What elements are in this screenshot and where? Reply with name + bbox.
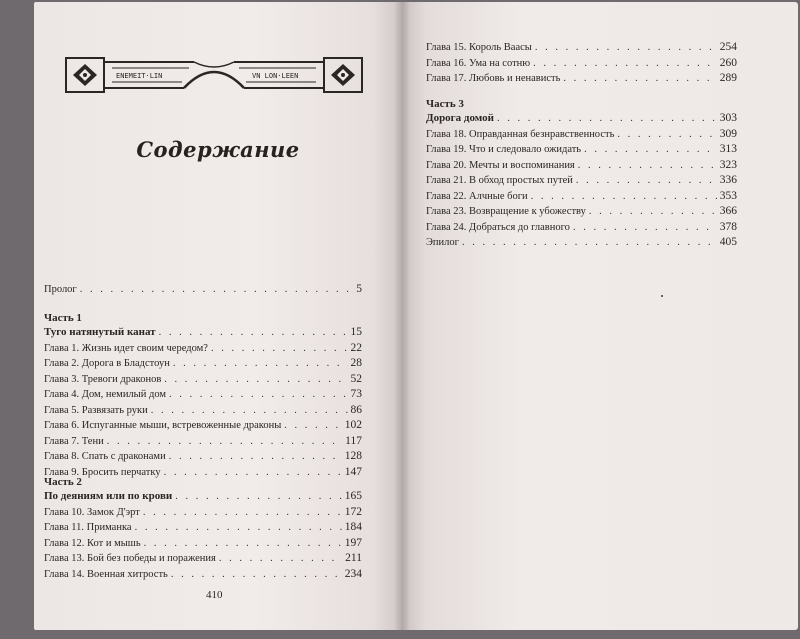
toc-row-chapter[interactable]: Глава 19. Что и следовало ожидать . . . 313 — [426, 142, 737, 158]
toc-row-chapter[interactable]: Глава 22. Алчные боги . . . 353 — [426, 189, 737, 205]
left-toc-part1 — [44, 311, 362, 480]
toc-row-chapter[interactable]: Глава 7. Тени . . . 117 — [44, 434, 362, 450]
toc-row-chapter[interactable]: Глава 2. Дорога в Бладстоун . . . 28 — [44, 356, 362, 372]
toc-row-chapter[interactable]: Глава 15. Король Ваасы . . . 254 — [426, 40, 737, 56]
toc-row-chapter[interactable]: Глава 20. Мечты и воспоминания . . . 323 — [426, 158, 737, 174]
paper-speck — [661, 295, 663, 297]
book-gutter — [394, 2, 410, 630]
toc-row-chapter[interactable]: Глава 1. Жизнь идет своим чередом? . . . 22 — [44, 341, 362, 357]
part-3-label: Часть 3 — [426, 98, 464, 110]
toc-row-chapter[interactable]: Глава 6. Испуганные мыши, встревоженные драконы . . . 102 — [44, 418, 362, 434]
toc-row-prologue[interactable]: Пролог . . . 5 — [44, 282, 362, 298]
toc-row-chapter[interactable]: Глава 17. Любовь и ненависть . . . 289 — [426, 71, 737, 87]
toc-row-chapter[interactable]: Глава 16. Ума на сотню . . . 260 — [426, 56, 737, 72]
toc-row-chapter[interactable]: Глава 14. Военная хитрость . . . 234 — [44, 567, 362, 583]
toc-row-chapter[interactable]: Глава 9. Бросить перчатку . . . 147 — [44, 465, 362, 481]
toc-row-chapter[interactable]: Глава 13. Бой без победы и поражения . . . 211 — [44, 551, 362, 567]
toc-row-epilogue[interactable]: Эпилог . . . 405 — [426, 235, 737, 251]
page-title: Содержание — [136, 137, 300, 162]
toc-row-chapter[interactable]: Глава 21. В обход простых путей . . . 336 — [426, 173, 737, 189]
left-toc-part2 — [44, 475, 362, 582]
right-toc-epilogue — [426, 235, 737, 251]
part-2-label: Часть 2 — [44, 476, 82, 488]
right-toc-part3 — [426, 97, 737, 235]
toc-row-chapter[interactable]: Глава 11. Приманка . . . 184 — [44, 520, 362, 536]
toc-row-part3-heading[interactable]: Дорога домой . . . 303 — [426, 111, 737, 127]
toc-row-chapter[interactable]: Глава 4. Дом, немилый дом . . . 73 — [44, 387, 362, 403]
part-1-label: Часть 1 — [44, 312, 82, 324]
toc-row-chapter[interactable]: Глава 10. Замок Д'эрт . . . 172 — [44, 505, 362, 521]
page-number: 410 — [206, 589, 223, 601]
toc-row-part2-heading[interactable]: По деяниям или по крови . . . 165 — [44, 489, 362, 505]
toc-row-chapter[interactable]: Глава 24. Добраться до главного . . . 378 — [426, 220, 737, 236]
toc-row-chapter[interactable]: Глава 8. Спать с драконами . . . 128 — [44, 449, 362, 465]
toc-row-part1-heading[interactable]: Туго натянутый канат . . . 15 — [44, 325, 362, 341]
toc-row-chapter[interactable]: Глава 12. Кот и мышь . . . 197 — [44, 536, 362, 552]
toc-row-chapter[interactable]: Глава 18. Оправданная безнравственность . . . 309 — [426, 127, 737, 143]
toc-row-chapter[interactable]: Глава 23. Возвращение к убожеству . . . 366 — [426, 204, 737, 220]
right-toc-top — [426, 40, 737, 87]
toc-row-chapter[interactable]: Глава 3. Тревоги драконов . . . 52 — [44, 372, 362, 388]
left-toc — [44, 282, 362, 298]
ornament-left-text: ENEMEIT·LIN — [116, 72, 163, 80]
ornament-right-text: VN LON·LEEN — [252, 72, 299, 80]
toc-row-chapter[interactable]: Глава 5. Развязать руки . . . 86 — [44, 403, 362, 419]
ornament-header — [64, 42, 364, 104]
